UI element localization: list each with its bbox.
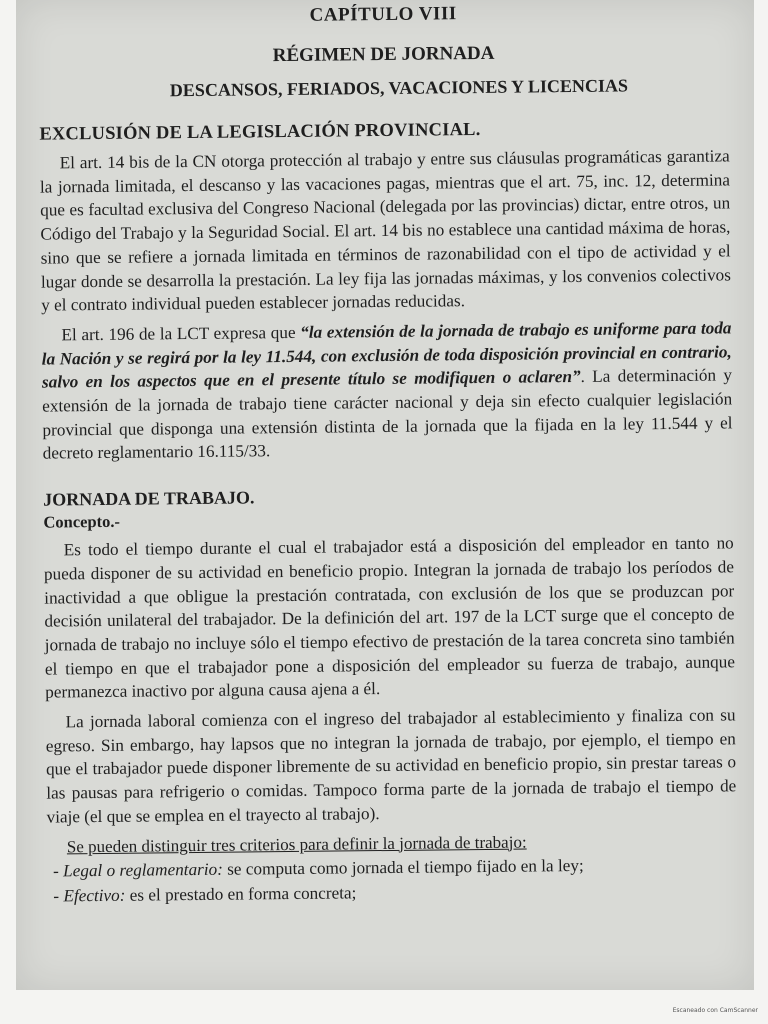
- section-heading-exclusion: EXCLUSIÓN DE LA LEGISLACIÓN PROVINCIAL.: [39, 119, 481, 145]
- paragraph-jornada-laboral: La jornada laboral comienza con el ingreso del trabajador al establecimiento y finaliza con su egreso. Sin embargo, hay lapsos que no integran la jornada de trabajo, por ejemplo, el tiempo en que el trabajador puede disponer libremente de su actividad en beneficio propio, sin prestar tareas o las pausas para refrigerio o comidas. Tampoco forma parte de la jornada de trabajo el tiempo de viaje (el que se emplea en el trayecto al trabajo).: [45, 705, 737, 827]
- paragraph-rest: . La determinación y extensión de la jornada de trabajo tiene carácter nacional y deja sin efecto cualquier legislación provincial que disponga una extensión distinta de la jornada que la fijada en la ley 11.544 y el decreto reglamentario 16.115/33.: [42, 365, 733, 464]
- scanned-page: [16, 0, 754, 990]
- list-item: [53, 877, 737, 907]
- paragraph-art-14-bis: El art. 14 bis de la CN otorga protección al trabajo y entre sus cláusulas programáticas garantiza la jornada limitada, el descanso y las vacaciones pagas, mientras que el art. 75, inc. 12, determina que es facultad exclusiva del Congreso Nacional (delegada por las provincias) dictar, entre otros, un Código del Trabajo y la Seguridad Social. El art. 14 bis no establece una cantidad máxima de horas, sino que se refiere a jornada limitada en términos de razonabilidad con el tipo de actividad y el lugar donde se desarrolla la prestación. La ley fija las jornadas máximas, y los convenios colectivos y el contrato individual pueden establecer jornadas reducidas.: [39, 146, 731, 315]
- legal-quote: “la extensión de la jornada de trabajo es uniforme para toda la Nación y se regirá por la ley 11.544, con exclusión de toda disposición provincial en contrario, salvo en los aspectos que en el presente título se modifiquen o aclaren”: [41, 318, 732, 392]
- chapter-title: RÉGIMEN DE JORNADA: [272, 42, 495, 67]
- paragraph-lead: El art. 196 de la LCT expresa que: [61, 322, 301, 345]
- page-content: [38, 0, 737, 907]
- scanner-watermark: Escaneado con CamScanner: [672, 1007, 758, 1014]
- paragraph-concepto: Es todo el tiempo durante el cual el trabajador está a disposición del empleador en tanto no pueda disponer de su actividad en beneficio propio. Integran la jornada de trabajo los períodos de inactividad a que obligue la prestación contratada, con exclusión de los que se produzcan por decisión unilateral del trabajador. De la definición del art. 197 de la LCT surge que el concepto de jornada de trabajo no incluye sólo el tiempo efectivo de prestación de la tarea concreta sino también el tiempo en que el trabajador pone a disposición del empleador su fuerza de trabajo, aunque permanezca inactivo por alguna causa ajena a él.: [43, 533, 736, 702]
- criterion-term: - Efectivo:: [53, 885, 126, 906]
- criterion-text: se computa como jornada el tiempo fijado en la ley;: [222, 855, 584, 879]
- criterion-term: - Legal o reglamentario:: [52, 859, 223, 881]
- criteria-intro: Se pueden distinguir tres criterios para definir la jornada de trabajo:: [66, 832, 527, 856]
- paragraph-art-196: [41, 316, 732, 465]
- chapter-subtitle: DESCANSOS, FERIADOS, VACACIONES Y LICENCIAS: [169, 75, 629, 101]
- criterion-text: es el prestado en forma concreta;: [125, 882, 357, 905]
- subheading-concepto: Concepto.-: [43, 511, 121, 532]
- chapter-number: CAPÍTULO VIII: [309, 3, 457, 26]
- section-heading-jornada: JORNADA DE TRABAJO.: [43, 487, 255, 510]
